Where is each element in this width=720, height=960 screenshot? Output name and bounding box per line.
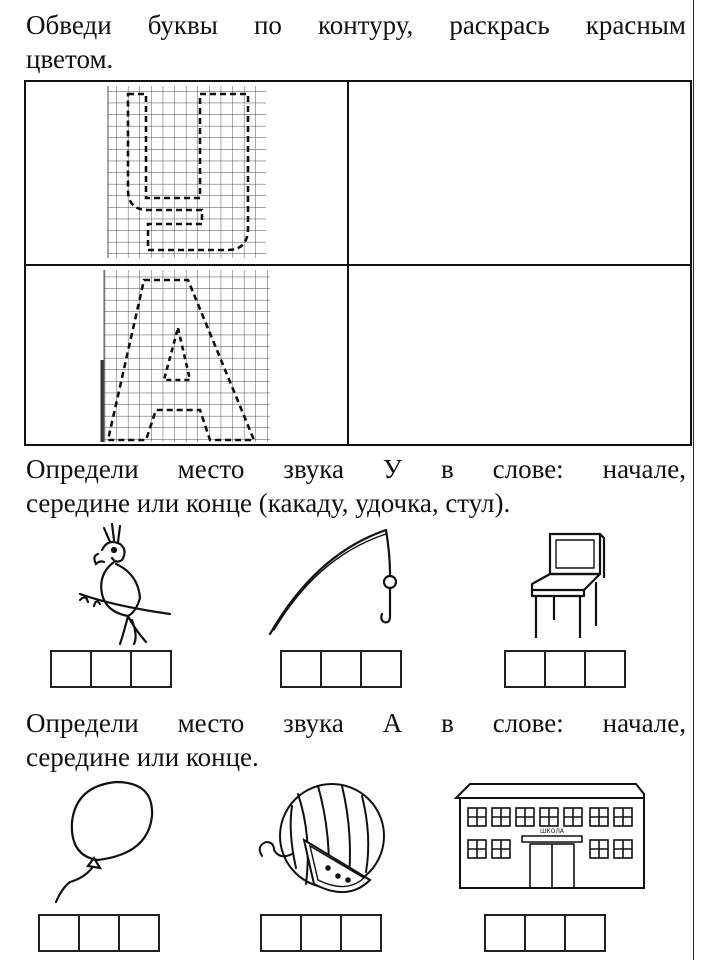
answer-box[interactable] [484,914,526,952]
task1-line1: Обведи буквы по контуру, раскрась красным [26,10,686,40]
watermelon-icon [252,776,392,906]
answer-boxes-parrot[interactable] [50,650,172,686]
school-building-icon [452,780,648,890]
task2-instruction [26,452,686,520]
letter-a-tracing[interactable] [102,270,270,442]
task3-line2: середине или конце. [26,742,259,772]
tracing-table [24,80,692,446]
fishing-rod-icon [266,524,410,640]
answer-box[interactable] [118,914,160,952]
answer-boxes-chair[interactable] [504,650,626,686]
answer-box[interactable] [320,650,362,688]
answer-box[interactable] [360,650,402,688]
answer-box[interactable] [544,650,586,688]
answer-box[interactable] [50,650,92,688]
task2-line2: середине или конце (какаду, удочка, стул). [26,488,511,518]
task3-line1: Определи место звука А в слове: начале, [26,708,686,738]
answer-boxes-watermelon[interactable] [260,914,382,950]
answer-box[interactable] [280,650,322,688]
answer-box[interactable] [260,914,302,952]
answer-box[interactable] [38,914,80,952]
answer-box[interactable] [584,650,626,688]
empty-cell-bottom-right[interactable] [350,267,689,443]
answer-box[interactable] [340,914,382,952]
task3-instruction [26,706,686,774]
task1-line2: цветом. [26,44,114,74]
answer-boxes-fishing-rod[interactable] [280,650,402,686]
answer-boxes-balloon[interactable] [38,914,160,950]
page-right-edge [693,0,694,960]
answer-box[interactable] [564,914,606,952]
answer-box[interactable] [524,914,566,952]
chair-icon [526,530,608,642]
letter-u-tracing[interactable] [108,86,266,258]
answer-boxes-school[interactable] [484,914,606,950]
task1-instruction [26,8,686,76]
parrot-icon [74,520,174,648]
answer-box[interactable] [130,650,172,688]
answer-box[interactable] [78,914,120,952]
task2-line1: Определи место звука У в слове: начале, [26,454,686,484]
school-sign: ШКОЛА [539,828,565,835]
answer-box[interactable] [300,914,342,952]
empty-cell-top-right[interactable] [350,83,689,263]
answer-box[interactable] [90,650,132,688]
answer-box[interactable] [504,650,546,688]
balloon-icon [40,778,160,908]
